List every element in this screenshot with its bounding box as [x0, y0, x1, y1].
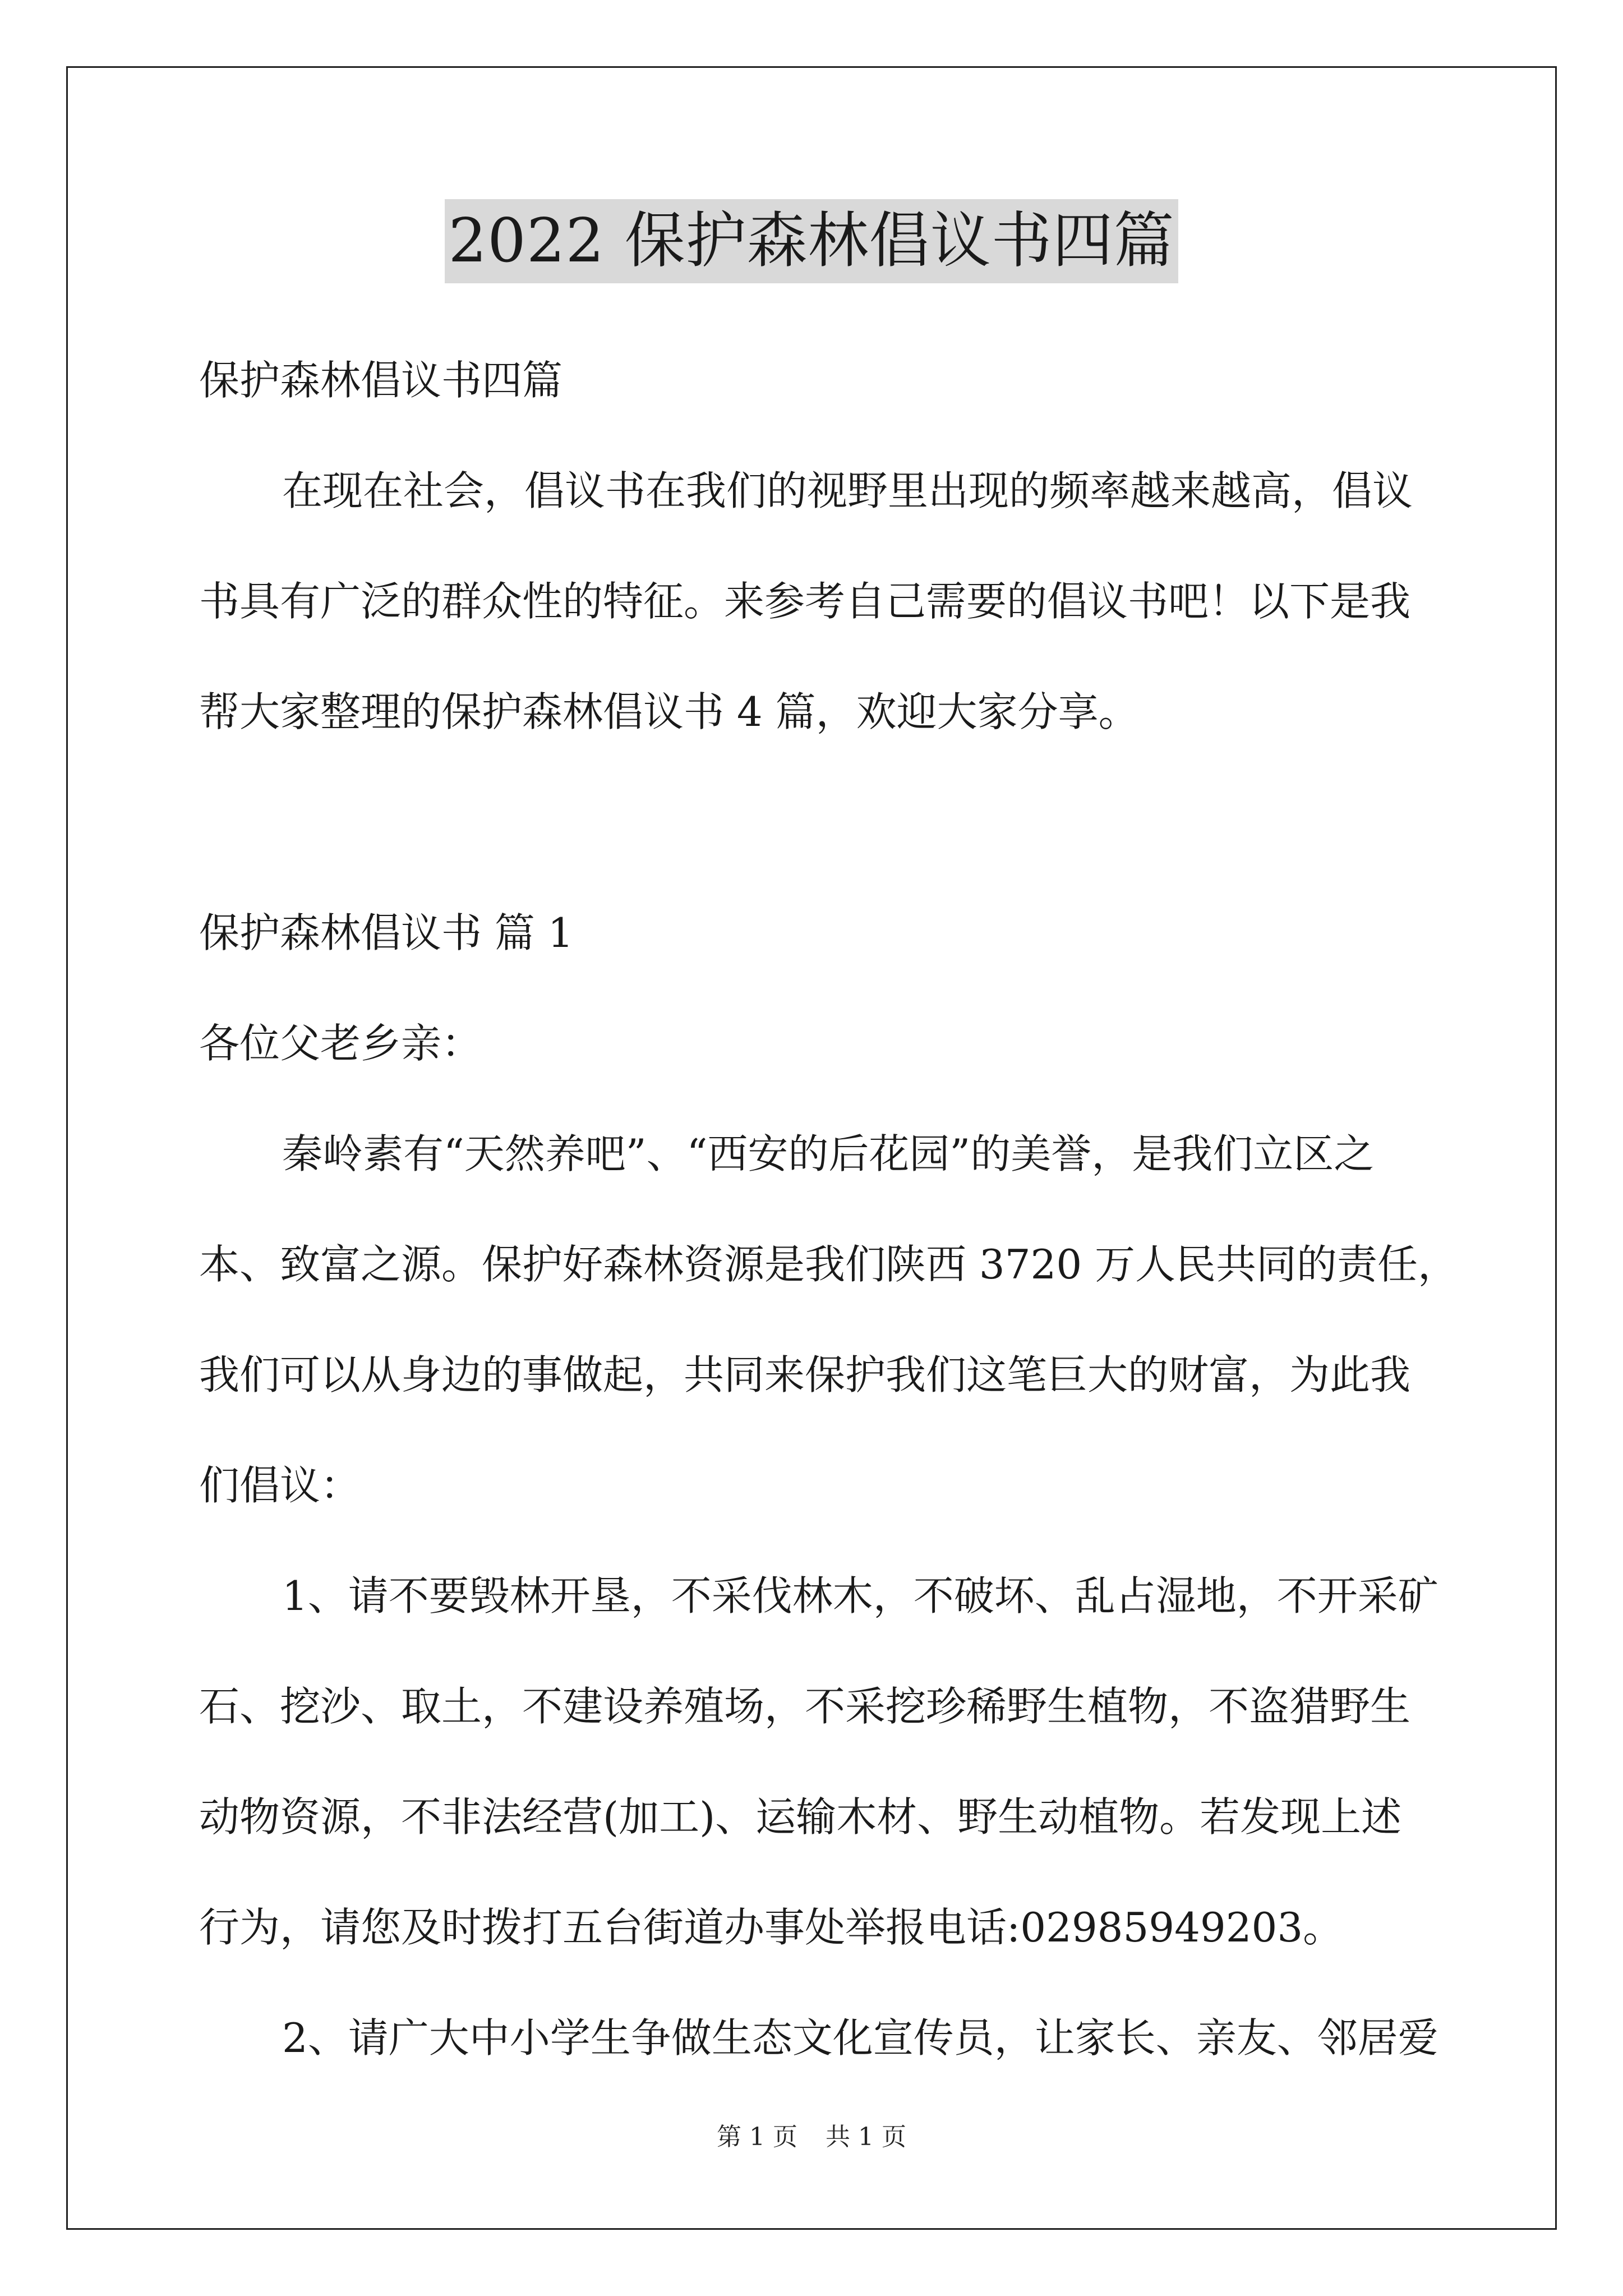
- paragraph-line: 书具有广泛的群众性的特征。来参考自己需要的倡议书吧！以下是我: [199, 578, 1411, 625]
- paragraph-line: 1、请不要毁林开垦，不采伐林木，不破坏、乱占湿地，不开采矿: [282, 1572, 1438, 1619]
- paragraph-line: 动物资源，不非法经营(加工)、运输木材、野生动植物。若发现上述: [199, 1793, 1402, 1841]
- paragraph-line: 秦岭素有“天然养吧”、“西安的后花园”的美誉，是我们立区之: [282, 1130, 1375, 1177]
- paragraph-line: 我们可以从身边的事做起，共同来保护我们这笔巨大的财富，为此我: [199, 1351, 1411, 1398]
- salutation: 各位父老乡亲：: [199, 1020, 482, 1067]
- document-title: 2022 保护森林倡议书四篇: [445, 199, 1178, 283]
- paragraph-line: 帮大家整理的保护森林倡议书 4 篇，欢迎大家分享。: [199, 688, 1139, 735]
- section-heading: 保护森林倡议书 篇 1: [199, 909, 574, 956]
- paragraph-line: 在现在社会，倡议书在我们的视野里出现的频率越来越高，倡议: [282, 467, 1413, 514]
- paragraph-line: 保护森林倡议书四篇: [199, 357, 563, 404]
- blank-line: [199, 767, 1433, 878]
- paragraph-line: 们倡议：: [199, 1462, 361, 1509]
- paragraph-line: 本、致富之源。保护好森林资源是我们陕西 3720 万人民共同的责任，: [199, 1241, 1459, 1288]
- title-container: [0, 199, 1623, 283]
- paragraph-line: 石、挖沙、取土，不建设养殖场，不采挖珍稀野生植物，不盗猎野生: [199, 1683, 1411, 1730]
- document-body: [199, 325, 1459, 2093]
- page-total: 共 1 页: [826, 2123, 906, 2151]
- paragraph-line: 行为，请您及时拨打五台街道办事处举报电话:02985949203。: [199, 1904, 1344, 1951]
- paragraph-line: 2、请广大中小学生争做生态文化宣传员，让家长、亲友、邻居爱: [282, 2014, 1438, 2062]
- page-footer: [0, 2120, 1623, 2154]
- page-number: 第 1 页: [717, 2123, 797, 2151]
